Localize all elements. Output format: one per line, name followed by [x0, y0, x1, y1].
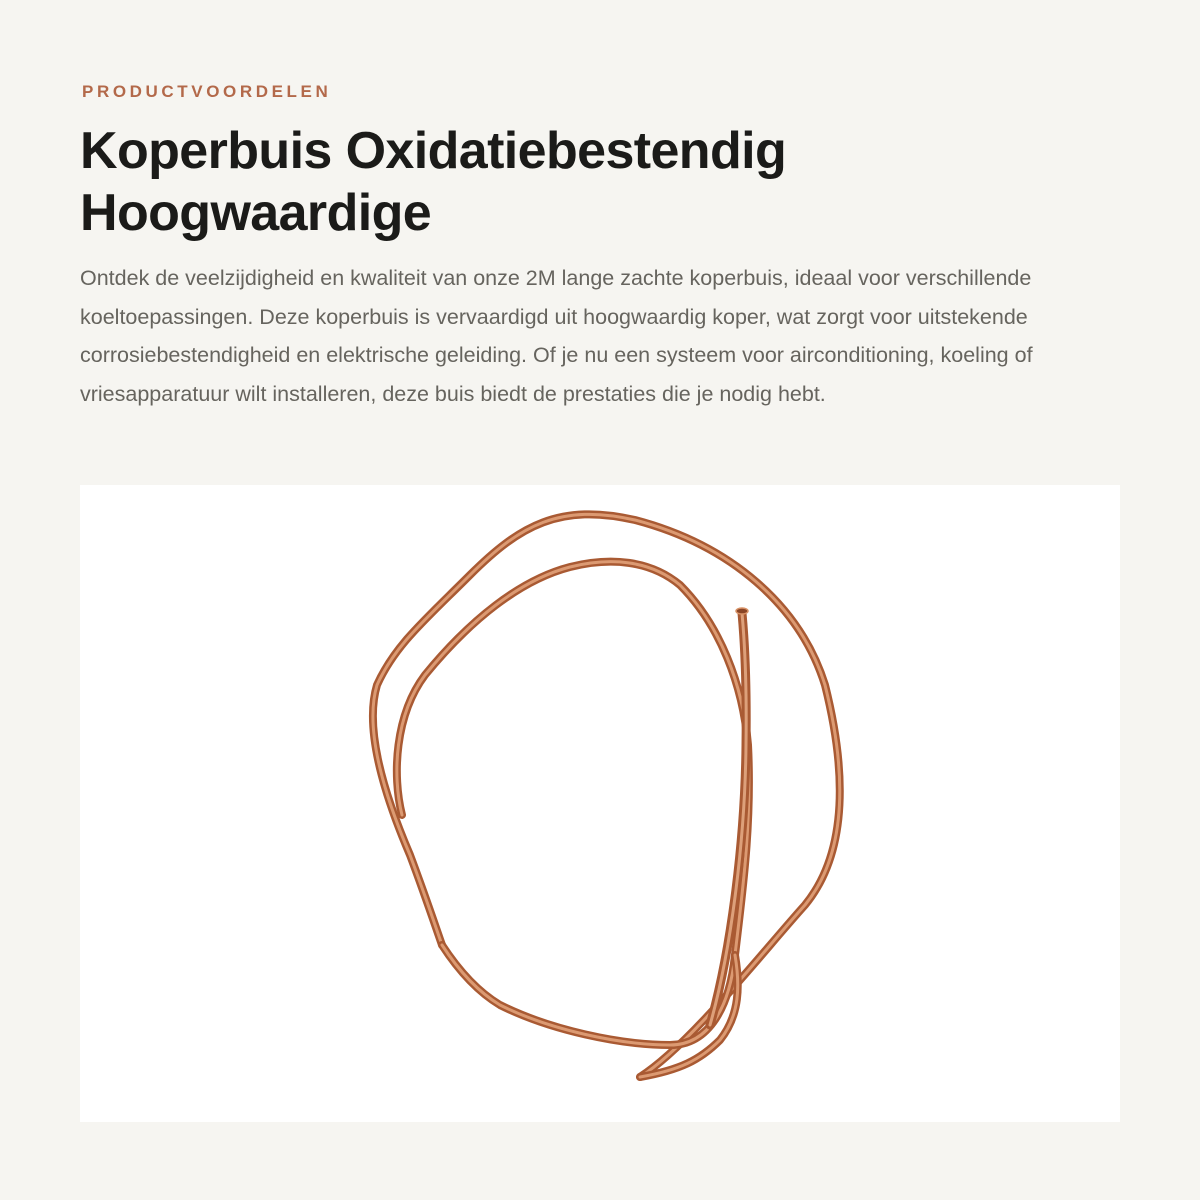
section-description: Ontdek de veelzijdigheid en kwaliteit van onze 2M lange zachte koperbuis, ideaal voor verschillende koeltoepassingen. Deze koperbuis is vervaardigd uit hoogwaardig koper, wat zorgt voor uitstekende corrosiebestendigheid en elektrische geleiding. Of je nu een systeem voor airconditioning, koeling of vriesapparatuur wilt installeren, deze buis biedt de prestaties die je nodig hebt. [80, 266, 1033, 406]
tube-inner-loop [397, 562, 749, 1045]
section-eyebrow: PRODUCTVOORDELEN [82, 82, 332, 101]
tube-tail [710, 613, 746, 1025]
product-image [80, 485, 1120, 1122]
section-title: Koperbuis Oxidatiebestendig Hoogwaardige [80, 122, 787, 242]
tube-outer-loop [373, 514, 840, 1077]
copper-tube-coil-illustration [80, 485, 1120, 1122]
tube-open-end [736, 608, 748, 614]
